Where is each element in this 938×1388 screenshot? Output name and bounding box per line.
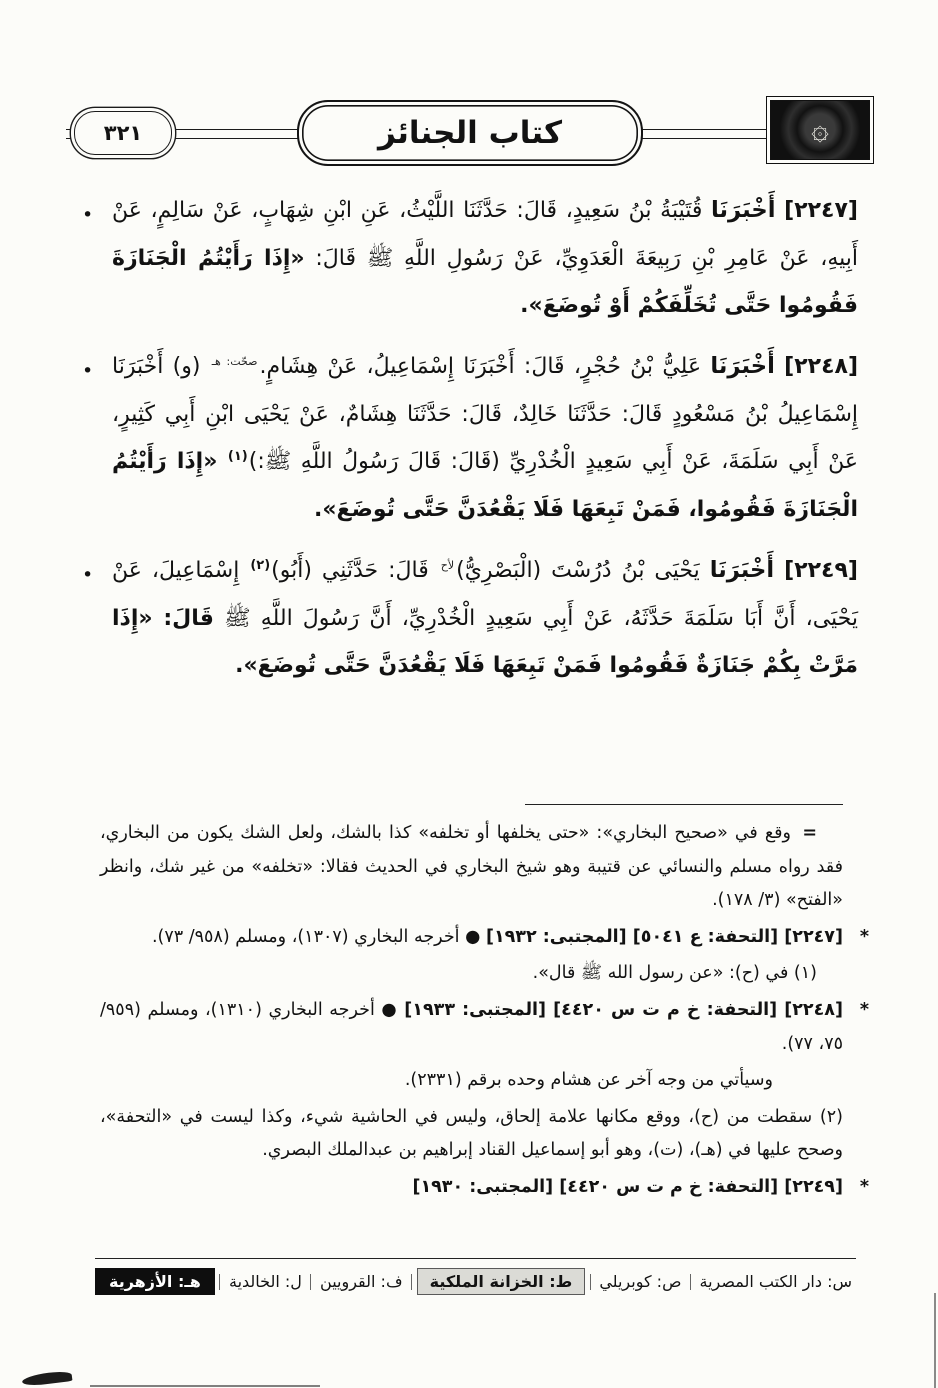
hadith-bullet-icon: • (82, 204, 94, 226)
sigla-item: س: دار الكتب المصرية (699, 1272, 852, 1291)
footnote-references: [٢٢٤٧] [التحفة: ع ٥٠٤١] [المجتبى: ١٩٣٢] (485, 926, 843, 947)
scan-smudge-artifact (22, 1370, 73, 1387)
sigla-item-inverted: هـ: الأزهرية (95, 1268, 215, 1295)
seal-calligraphy-icon (770, 100, 870, 160)
hadith-isnad: إِسْمَاعِيلَ، عَنْ يَحْيَى، أَنَّ أَبَا سَلَمَةَ حَدَّثَهُ، عَنْ أَبِي سَعِيدٍ الْخُدْرِيِّ، أَنَّ رَسُولَ اللَّهِ ﷺ (112, 557, 858, 631)
hadith-number: [٢٢٤٨] (784, 354, 859, 380)
footnote-takhrij-2249 (100, 1171, 869, 1205)
footnote-reference: (٢) (250, 557, 271, 573)
sigla-divider (411, 1274, 412, 1290)
hadith-opener: أَخْبَرَنَا (711, 197, 776, 223)
sigla-divider (310, 1274, 311, 1290)
hadith-isnad: (و) أَخْبَرَنَا إِسْمَاعِيلُ بْنُ مَسْعُودٍ قَالَ: حَدَّثَنَا خَالِدٌ، قَالَ: حَدَّثَنَا هِشَامٌ، عَنْ يَحْيَى ابْنِ أَبِي كَثِيرٍ، عَنْ أَبِي سَلَمَةَ، عَنْ أَبِي سَعِيدٍ الْخُدْرِيِّ (قَالَ: قَالَ رَسُولُ اللَّهِ ﷺ:) (112, 354, 858, 475)
footnote-references: [٢٢٤٩] [التحفة: خ م ت س ٤٤٢٠] [المجتبى: ١٩٣٠] (412, 1176, 843, 1197)
scan-edge-line-artifact (934, 1293, 936, 1388)
footnotes-section (100, 804, 869, 1208)
sigla-divider (690, 1274, 691, 1290)
page-number: ٣٢١ (103, 121, 143, 145)
footnote-text: ● أخرجه البخاري (١٣١٠)، ومسلم (٩٥٩/ ٧٥، ٧٧). (100, 999, 843, 1054)
footnote-marker: * (859, 999, 869, 1020)
hadith-opener: أَخْبَرَنَا (710, 353, 775, 380)
footnote-takhrij-2247 (100, 921, 869, 955)
manuscript-gloss: لأح (440, 558, 455, 572)
manuscript-sigla-bar (95, 1258, 856, 1295)
chapter-title-cartouche (297, 100, 643, 166)
sigla-item-highlighted: ط: الخزانة الملكية (417, 1268, 586, 1295)
footnote-cross-reference (100, 1064, 843, 1098)
hadith-matn: «إِذَا رَأَيْتُمُ الْجَنَازَةَ فَقُومُوا، فَمَنْ تَبِعَهَا فَلَا يَقْعُدَنَّ حَتَّى تُوضَعَ». (112, 449, 858, 522)
hadith-matn: «إِذَا رَأَيْتُمُ الْجَنَازَةَ فَقُومُوا حَتَّى تُخَلِّفَكُمْ أَوْ تُوضَعَ». (112, 245, 858, 318)
chapter-title: كتاب الجنائز (377, 115, 563, 151)
footnote-references: [٢٢٤٨] [التحفة: خ م ت س ٤٤٢٠] [المجتبى: ١٩٣٣] (404, 999, 843, 1020)
footnote-note-2 (100, 1101, 843, 1168)
footnote-text: وقع في «صحيح البخاري»: «حتى يخلفها أو تخلفه» كذا بالشك، ولعل الشك يكون من البخاري، فقد رواه مسلم والنسائي عن قتيبة وهو شيخ البخاري في الحديث فقالا: «تخلفه» من غير شك، وانظر «الفتح» (٣/ ١٧٨). (100, 823, 843, 911)
hadith-entry-2247 (82, 186, 858, 329)
footnote-reference: (١) (227, 448, 248, 464)
footnote-marker: * (859, 1176, 869, 1197)
sigla-item: ص: كوبريلي (599, 1272, 682, 1291)
footnote-marker: * (859, 926, 869, 947)
hadith-entry-2248 (82, 342, 859, 533)
footnote-text: وسيأتي من وجه آخر عن هشام وحده برقم (٢٣٣١). (404, 1070, 773, 1091)
footnote-variant-note (100, 817, 843, 918)
hadith-opener: أَخْبَرَنَا (709, 556, 775, 583)
scan-edge-line-artifact (90, 1385, 320, 1388)
hadith-bullet-icon: • (82, 563, 94, 586)
footnote-text: (١) في (ح): «عن رسول الله ﷺ قال». (532, 963, 817, 984)
publisher-seal-icon (766, 96, 874, 164)
sigla-item: ل: الخالدية (229, 1272, 302, 1291)
hadith-number: [٢٢٤٩] (784, 557, 858, 583)
page-number-cartouche (74, 111, 172, 155)
sigla-divider (590, 1274, 591, 1290)
ornament-glyph-icon: ۞ (811, 112, 829, 147)
footnote-takhrij-2248 (100, 994, 869, 1061)
hadith-number: [٢٢٤٧] (784, 198, 858, 223)
manuscript-gloss: صحّت: هـ (211, 354, 258, 368)
footnote-text: (٢) سقطت من (ح)، ووقع مكانها علامة إلحاق، وليس في الحاشية شيء، وكذا ليست في «التحفة»، وصحح عليها في (هـ)، (ت)، وهو أبو إسماعيل القناد إبراهيم بن عبدالملك البصري. (100, 1106, 843, 1161)
sigla-divider (219, 1274, 220, 1290)
hadith-isnad: عَلِيُّ بْنُ حُجْرٍ، قَالَ: أَخْبَرَنَا إِسْمَاعِيلُ، عَنْ هِشَامٍ. (259, 354, 702, 380)
footnote-marker: = (802, 823, 817, 843)
hadith-isnad: قَالَ: حَدَّثَنِي (أَبُو) (271, 557, 429, 583)
hadith-text-block (82, 186, 859, 702)
hadith-bullet-icon: • (82, 360, 94, 383)
footnote-note-1 (100, 957, 843, 991)
hadith-isnad: قُتَيْبَةُ بْنُ سَعِيدٍ، قَالَ: حَدَّثَنَا اللَّيْثُ، عَنِ ابْنِ شِهَابٍ، عَنْ سَالِمٍ، عَنْ أَبِيهِ، عَنْ عَامِرِ بْنِ رَبِيعَةَ الْعَدَوِيِّ، عَنْ رَسُولِ اللَّهِ ﷺ قَالَ: (112, 198, 858, 271)
sigla-item: ف: القرويين (320, 1272, 403, 1291)
footnote-text: ● أخرجه البخاري (١٣٠٧)، ومسلم (٩٥٨/ ٧٣). (151, 926, 481, 947)
hadith-matn: قَالَ: «إِذَا مَرَّتْ بِكُمْ جَنَازَةٌ فَقُومُوا فَمَنْ تَبِعَهَا فَلَا يَقْعُدَنَّ حَتَّى تُوضَعَ». (112, 605, 858, 678)
hadith-entry-2249 (82, 546, 858, 689)
footnote-separator-rule (525, 804, 843, 805)
page-header (66, 98, 874, 170)
hadith-isnad: يَحْيَى بْنُ دُرُسْتَ (الْبَصْرِيُّ) (456, 557, 700, 583)
